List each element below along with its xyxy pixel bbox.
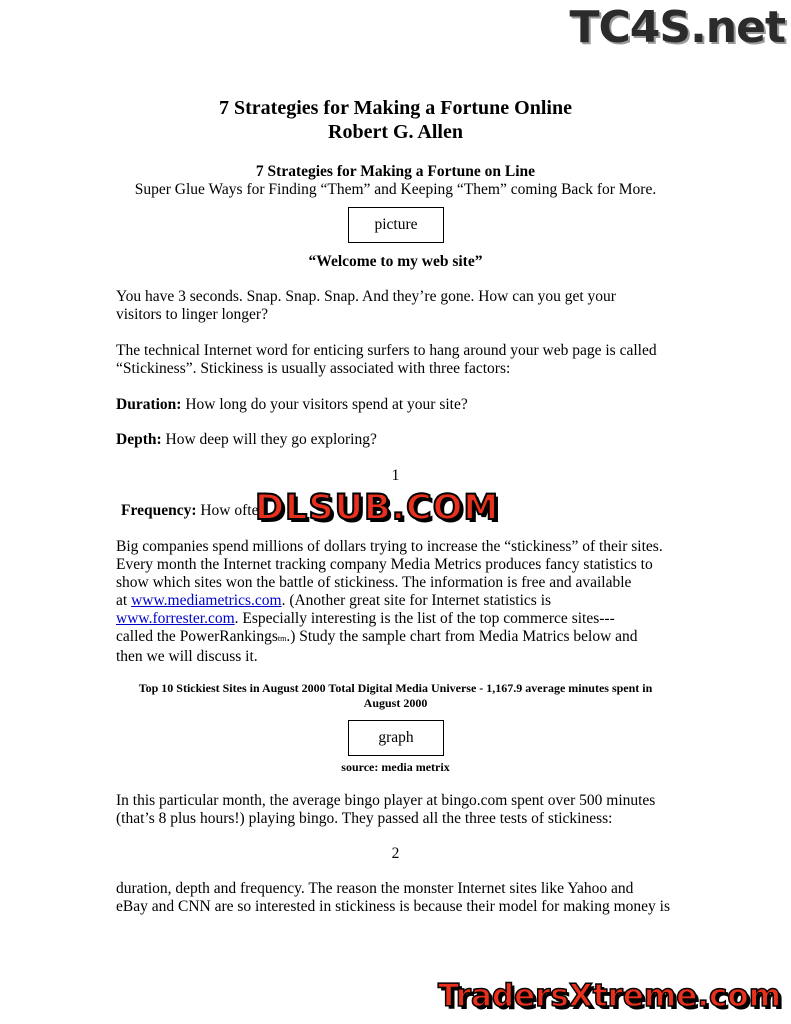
watermark-dlsub: DLSUB.COM (255, 488, 500, 528)
document-author: Robert G. Allen (328, 121, 463, 143)
factor-duration: Duration: How long do your visitors spend at your site? (116, 396, 468, 413)
watermark-tc4s: TC4S.net (569, 2, 785, 53)
factor-depth: Depth: How deep will they go exploring? (116, 431, 377, 448)
section-subtitle: 7 Strategies for Making a Fortune on Line (255, 163, 536, 180)
paragraph-duration-depth: duration, depth and frequency. The reason the monster Internet sites like Yahoo and eBay and CNN are so interested in stickiness is because their model for making money is (116, 880, 670, 915)
factor-frequency: Frequency: How ofte (121, 502, 259, 519)
page-number-2: 2 (391, 845, 400, 862)
section-tagline: Super Glue Ways for Finding “Them” and Keeping “Them” coming Back for More. (134, 181, 657, 198)
link-mediametrics[interactable]: www.mediametrics.com (131, 592, 282, 609)
graph-placeholder: graph (348, 720, 444, 756)
graph-source: source: media metrix (341, 760, 450, 774)
page-number-1: 1 (391, 467, 400, 484)
paragraph-big-companies: Big companies spend millions of dollars trying to increase the “stickiness” of their sites. Every month the Internet tracking company Media Metrics produces fancy statistics to show which sites won the battle of stickiness. The information is free and available at www.mediametrics.com. (Another great site for Internet statistics is www.forrester.com. Especially interesting is the list of the top commerce sites--- called the PowerRankingstm.) Study the sample chart from Media Matrics below and then we will discuss it. (116, 538, 663, 665)
welcome-heading: “Welcome to my web site” (308, 253, 483, 270)
paragraph-bingo: In this particular month, the average bingo player at bingo.com spent over 500 minutes (that’s 8 plus hours!) playing bingo. They passed all the three tests of stickiness: (116, 792, 656, 827)
document-title: 7 Strategies for Making a Fortune Online (219, 97, 572, 119)
chart-caption: Top 10 Stickiest Sites in August 2000 Total Digital Media Universe - 1,167.9 average minutes spent in August 2000 (138, 681, 653, 710)
watermark-tradersxtreme: TradersXtreme.com (437, 978, 781, 1014)
paragraph-stickiness: The technical Internet word for enticing surfers to hang around your web page is called “Stickiness”. Stickiness is usually associated with three factors: (116, 342, 657, 377)
paragraph-intro: You have 3 seconds. Snap. Snap. Snap. And they’re gone. How can you get your visitors to linger longer? (116, 288, 616, 323)
link-forrester[interactable]: www.forrester.com (116, 610, 235, 627)
picture-placeholder: picture (348, 207, 444, 243)
